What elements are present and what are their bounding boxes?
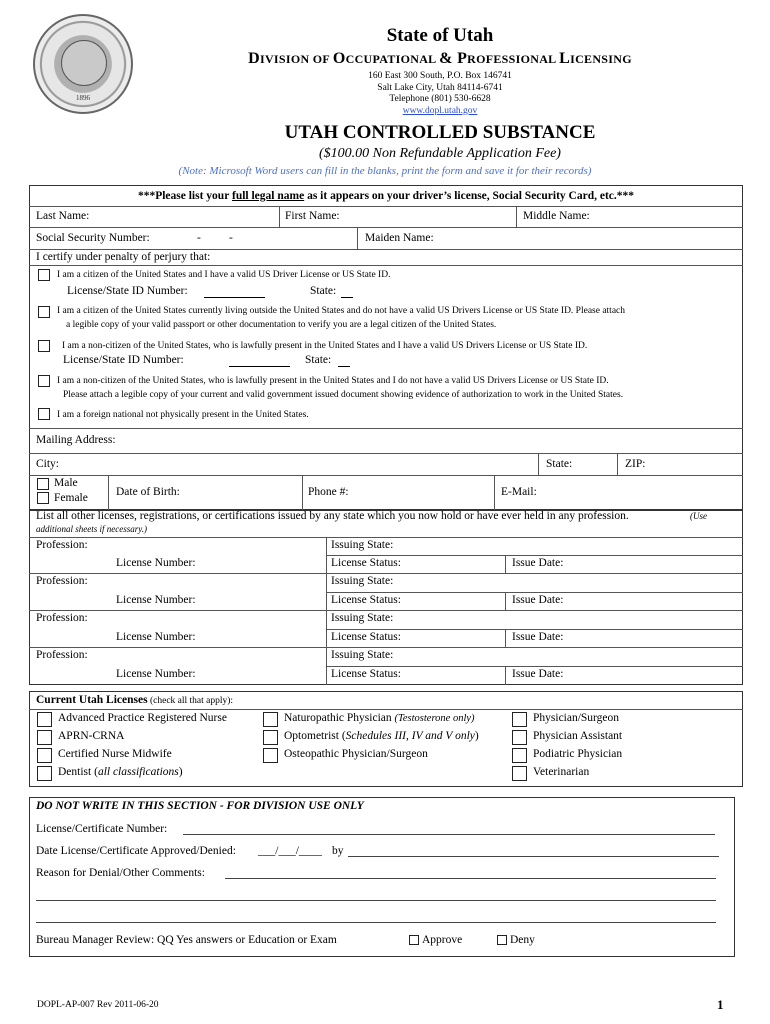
divider [29, 647, 743, 648]
license-number-label: License Number: [116, 594, 196, 606]
female-label: Female [54, 492, 88, 504]
date-approved-label: Date License/Certificate Approved/Denied: [36, 845, 236, 857]
license-id-field[interactable] [204, 297, 265, 298]
physician-surgeon-checkbox[interactable] [512, 712, 527, 727]
middle-name-label: Middle Name: [523, 210, 590, 222]
podiatric-physician-label: Podiatric Physician [533, 748, 623, 760]
license-id-field[interactable] [229, 366, 290, 367]
divider [29, 206, 743, 207]
divider [29, 265, 743, 266]
license-id-label: License/State ID Number: [63, 354, 184, 366]
divider [326, 555, 743, 556]
citizen-abroad-checkbox[interactable] [38, 306, 50, 318]
divider [29, 428, 743, 429]
application-fee: ($100.00 Non Refundable Application Fee) [319, 146, 561, 161]
ssn-dash: - [197, 232, 201, 244]
profession-label: Profession: [36, 612, 88, 624]
form-title: UTAH CONTROLLED SUBSTANCE [284, 122, 596, 143]
citizen-with-id-checkbox[interactable] [38, 269, 50, 281]
issue-date-label: Issue Date: [512, 631, 564, 643]
comments-line[interactable] [36, 922, 716, 923]
phone-line: Telephone (801) 530-6628 [389, 94, 491, 104]
issue-date-label: Issue Date: [512, 594, 564, 606]
license-status-label: License Status: [331, 557, 401, 569]
mailing-address-label: Mailing Address: [36, 434, 116, 446]
seal-year: 1896 [76, 94, 90, 102]
state-seal [33, 14, 133, 114]
noncitizen-no-id-checkbox[interactable] [38, 375, 50, 387]
current-licenses-title: Current Utah Licenses (check all that apply): [36, 694, 234, 706]
approved-by-line[interactable] [348, 856, 719, 857]
male-label: Male [54, 477, 78, 489]
divider [505, 666, 506, 685]
city-label: City: [36, 458, 60, 470]
form-id: DOPL-AP-007 Rev 2011-06-20 [37, 1000, 159, 1010]
seal-emblem [61, 40, 107, 86]
divider [29, 537, 743, 538]
divider [538, 453, 539, 475]
noncitizen-with-id-checkbox[interactable] [38, 340, 50, 352]
divider [494, 475, 495, 510]
divider [505, 629, 506, 647]
other-licenses-instruction: List all other licenses, registrations, or certifications issued by any state which you now hold or have ever held in any profession. [36, 510, 629, 522]
divider [516, 206, 517, 227]
aprn-crna-label: APRN-CRNA [58, 730, 125, 742]
state-label: State: [310, 285, 337, 297]
address-line-1: 160 East 300 South, P.O. Box 146741 [368, 71, 512, 81]
license-number-label: License Number: [116, 557, 196, 569]
citizen-abroad-text-2: a legible copy of your valid passport or other documentation to verify you are a legal citizen of the United States. [66, 320, 497, 330]
divider [29, 453, 743, 454]
dentist-checkbox[interactable] [37, 766, 52, 781]
issue-date-label: Issue Date: [512, 668, 564, 680]
male-checkbox[interactable] [37, 478, 49, 490]
divider [505, 555, 506, 573]
license-id-label: License/State ID Number: [67, 285, 188, 297]
use-additional-sheets-2: additional sheets if necessary.) [36, 524, 147, 534]
deny-checkbox[interactable] [497, 935, 507, 945]
reason-line[interactable] [225, 878, 716, 879]
license-cert-number-line[interactable] [183, 834, 715, 835]
maiden-name-label: Maiden Name: [365, 232, 434, 244]
use-additional-sheets-1: (Use [690, 511, 707, 521]
divider [108, 475, 109, 510]
divider [29, 249, 743, 250]
division-use-title: DO NOT WRITE IN THIS SECTION - FOR DIVISION USE ONLY [36, 800, 364, 812]
date-approved-blank[interactable]: ___/___/____ [258, 845, 322, 857]
osteopathic-label: Osteopathic Physician/Surgeon [284, 748, 428, 760]
issuing-state-label: Issuing State: [331, 575, 394, 587]
divider [326, 629, 743, 630]
issuing-state-label: Issuing State: [331, 539, 394, 551]
divider [29, 709, 743, 710]
state-field[interactable] [341, 297, 353, 298]
issuing-state-label: Issuing State: [331, 612, 394, 624]
divider [29, 610, 743, 611]
page-number: 1 [717, 997, 724, 1012]
division-title: DIVISION OF OCCUPATIONAL & PROFESSIONAL LICENSING [248, 50, 632, 67]
email-label: E-Mail: [501, 486, 537, 498]
first-name-label: First Name: [285, 210, 340, 222]
license-status-label: License Status: [331, 631, 401, 643]
nurse-midwife-checkbox[interactable] [37, 748, 52, 763]
divider [357, 227, 358, 249]
address-block [180, 71, 700, 117]
deny-label: Deny [510, 934, 535, 946]
comments-line[interactable] [36, 900, 716, 901]
foreign-national-checkbox[interactable] [38, 408, 50, 420]
license-number-label: License Number: [116, 631, 196, 643]
license-status-label: License Status: [331, 594, 401, 606]
state-label: State: [305, 354, 332, 366]
aprn-label: Advanced Practice Registered Nurse [58, 712, 227, 724]
physician-surgeon-label: Physician/Surgeon [533, 712, 620, 724]
nurse-midwife-label: Certified Nurse Midwife [58, 748, 172, 760]
divider [326, 666, 743, 667]
state-label: State: [546, 458, 573, 470]
divider [29, 573, 743, 574]
noncitizen-no-id-text-1: I am a non-citizen of the United States, who is lawfully present in the United States and I do not have a valid US Drivers License or US State ID. [57, 376, 609, 386]
divider [29, 227, 743, 228]
license-cert-number-label: License/Certificate Number: [36, 823, 168, 835]
approved-by-label: by [332, 845, 344, 857]
aprn-crna-checkbox[interactable] [37, 730, 52, 745]
noncitizen-no-id-text-2: Please attach a legible copy of your current and valid government issued document showing evidence of authorization to work in the United States. [63, 390, 624, 400]
perjury-statement: I certify under penalty of perjury that: [36, 251, 211, 263]
divider [279, 206, 280, 227]
female-checkbox[interactable] [37, 492, 49, 504]
foreign-national-text: I am a foreign national not physically present in the United States. [57, 410, 309, 420]
license-number-label: License Number: [116, 668, 196, 680]
dentist-label: Dentist (all classifications) [58, 766, 183, 778]
divider [29, 475, 743, 476]
ssn-label: Social Security Number: [36, 232, 150, 244]
naturopathic-label: Naturopathic Physician (Testosterone only) [284, 712, 475, 724]
issuing-state-label: Issuing State: [331, 649, 394, 661]
citizen-with-id-text: I am a citizen of the United States and I have a valid US Driver License or US State ID. [57, 270, 391, 280]
citizen-abroad-text-1: I am a citizen of the United States currently living outside the United States and do not have a valid US Drivers License or US State ID. Please attach [57, 306, 626, 316]
noncitizen-with-id-text: I am a non-citizen of the United States, who is lawfully present in the United States and I have a valid US Drivers License or US State ID. [62, 341, 588, 351]
profession-label: Profession: [36, 575, 88, 587]
osteopathic-checkbox[interactable] [263, 748, 278, 763]
physician-assistant-label: Physician Assistant [533, 730, 623, 742]
divider [302, 475, 303, 510]
word-users-note: (Note: Microsoft Word users can fill in the blanks, print the form and save it for their records) [178, 165, 592, 177]
approve-checkbox[interactable] [409, 935, 419, 945]
website-link[interactable]: www.dopl.utah.gov [402, 105, 478, 116]
zip-label: ZIP: [625, 458, 646, 470]
divider [326, 537, 327, 685]
license-status-label: License Status: [331, 668, 401, 680]
dob-label: Date of Birth: [116, 486, 180, 498]
state-title: State of Utah [386, 25, 494, 46]
profession-label: Profession: [36, 649, 88, 661]
naturopathic-checkbox[interactable] [263, 712, 278, 727]
aprn-checkbox[interactable] [37, 712, 52, 727]
address-line-2: Salt Lake City, Utah 84114-6741 [377, 82, 503, 93]
ssn-dash: - [229, 232, 233, 244]
profession-label: Profession: [36, 539, 88, 551]
state-field[interactable] [338, 366, 350, 367]
optometrist-checkbox[interactable] [263, 730, 278, 745]
veterinarian-label: Veterinarian [533, 766, 590, 778]
divider [326, 592, 743, 593]
reason-label: Reason for Denial/Other Comments: [36, 867, 205, 879]
last-name-label: Last Name: [36, 210, 90, 222]
issue-date-label: Issue Date: [512, 557, 564, 569]
phone-label: Phone #: [308, 486, 349, 498]
divider [505, 592, 506, 610]
legal-name-instruction: ***Please list your full legal name as it appears on your driver’s license, Social Security Card, etc.*** [137, 190, 635, 202]
podiatric-physician-checkbox[interactable] [512, 748, 527, 763]
physician-assistant-checkbox[interactable] [512, 730, 527, 745]
bureau-review-label: Bureau Manager Review: QQ Yes answers or Education or Exam [36, 934, 337, 946]
veterinarian-checkbox[interactable] [512, 766, 527, 781]
optometrist-label: Optometrist (Schedules III, IV and V only) [284, 730, 479, 742]
divider [617, 453, 618, 475]
approve-label: Approve [422, 934, 463, 946]
